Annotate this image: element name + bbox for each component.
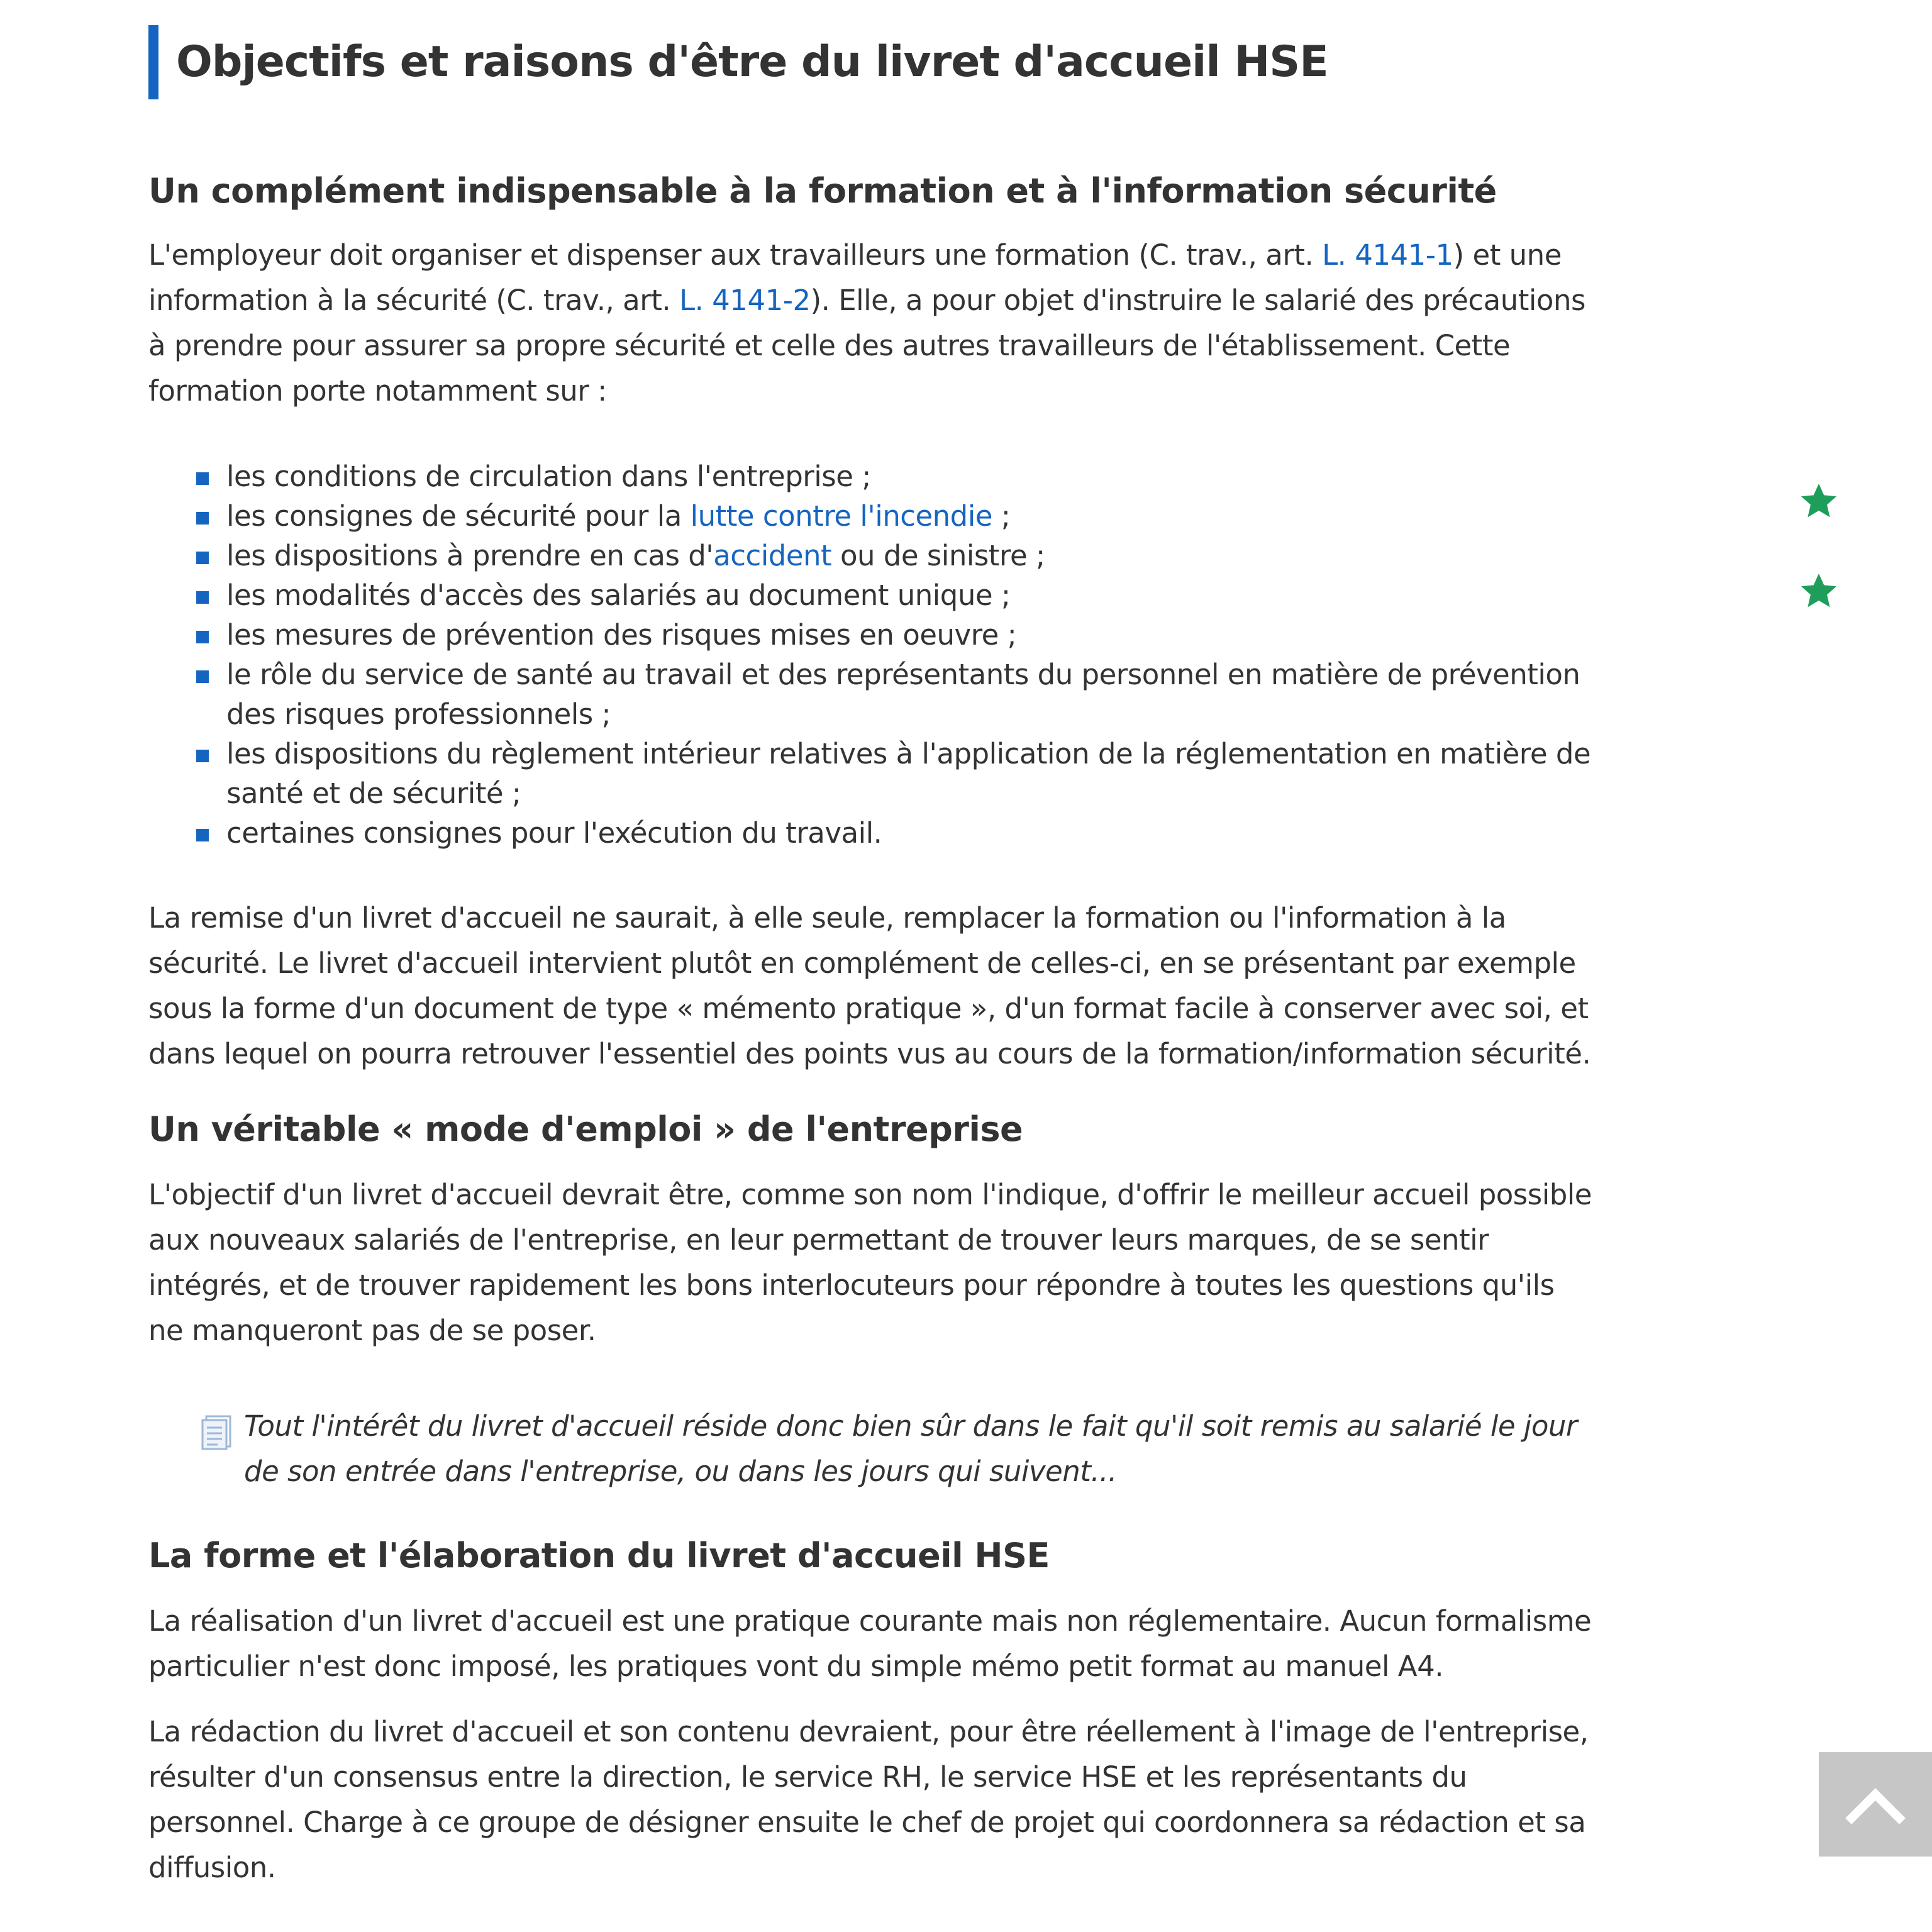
section-heading-complement: Un complément indispensable à la formation et à l'information sécurité	[148, 171, 1497, 211]
list-item: certaines consignes pour l'exécution du travail.	[226, 813, 1595, 853]
star-icon[interactable]	[1799, 571, 1839, 611]
paragraph-text: ) et une information à la sécurité (C. trav., art.	[148, 238, 1562, 317]
star-icon[interactable]	[1799, 481, 1839, 521]
list-item: le rôle du service de santé au travail et des représentants du personnel en matière de prévention des risques professionnels ;	[226, 655, 1595, 734]
formation-topics-list	[148, 457, 1595, 853]
list-item-text: les dispositions à prendre en cas d'	[226, 539, 714, 572]
document-icon	[201, 1415, 233, 1450]
paragraph-redaction: La rédaction du livret d'accueil et son contenu devraient, pour être réellement à l'image de l'entreprise, résulter d'un consensus entre la direction, le service RH, le service HSE et les représentants du personnel. Charge à ce groupe de désigner ensuite le chef de projet qui coordonnera sa rédaction et sa diffusion.	[148, 1715, 1589, 1884]
list-item: les modalités d'accès des salariés au document unique ;	[226, 575, 1595, 615]
link-l4141-2[interactable]: L. 4141-2	[679, 284, 811, 317]
back-to-top-button[interactable]	[1819, 1752, 1932, 1857]
list-item: les conditions de circulation dans l'entreprise ;	[226, 457, 1595, 496]
paragraph-objectif: L'objectif d'un livret d'accueil devrait être, comme son nom l'indique, d'offrir le meilleur accueil possible aux nouveaux salariés de l'entreprise, en leur permettant de trouver leurs marques, de se sentir intégrés, et de trouver rapidement les bons interlocuteurs pour répondre à toutes les questions qu'ils ne manqueront pas de se poser.	[148, 1178, 1592, 1347]
link-l4141-1[interactable]: L. 4141-1	[1322, 238, 1453, 272]
link-accident[interactable]: accident	[713, 539, 832, 572]
paragraph-text: ). Elle, a pour objet d'instruire le salarié des précautions à prendre pour assurer sa propre sécurité et celle des autres travailleurs de l'établissement. Cette formation porte notamment sur :	[148, 284, 1585, 408]
link-lutte-incendie[interactable]: lutte contre l'incendie	[690, 499, 992, 533]
highlight-quote	[148, 1404, 1595, 1494]
section-heading-forme: La forme et l'élaboration du livret d'accueil HSE	[148, 1536, 1050, 1575]
list-item: les dispositions du règlement intérieur relatives à l'application de la réglementation en matière de santé et de sécurité ;	[226, 734, 1595, 813]
paragraph-formation	[148, 233, 1595, 414]
list-item	[226, 536, 1595, 575]
list-item-text: ou de sinistre ;	[831, 539, 1045, 572]
section-heading-mode-emploi: Un véritable « mode d'emploi » de l'entreprise	[148, 1109, 1023, 1149]
list-item-text: les consignes de sécurité pour la	[226, 499, 691, 533]
article	[148, 25, 1595, 1890]
chevron-up-icon	[1845, 1784, 1906, 1824]
paragraph-realisation: La réalisation d'un livret d'accueil est une pratique courante mais non réglementaire. Aucun formalisme particulier n'est donc imposé, les pratiques vont du simple mémo petit format au manuel A4.	[148, 1604, 1592, 1683]
quote-text: Tout l'intérêt du livret d'accueil réside donc bien sûr dans le fait qu'il soit remis au salarié le jour de son entrée dans l'entreprise, ou dans les jours qui suivent...	[244, 1409, 1577, 1488]
list-item	[226, 496, 1595, 536]
paragraph-livret-complement: La remise d'un livret d'accueil ne saurait, à elle seule, remplacer la formation ou l'information à la sécurité. Le livret d'accueil intervient plutôt en complément de celles-ci, en se présentant par exemple sous la forme d'un document de type « mémento pratique », d'un format facile à conserver avec soi, et dans lequel on pourra retrouver l'essentiel des points vus au cours de la formation/information sécurité.	[148, 901, 1591, 1070]
page-title: Objectifs et raisons d'être du livret d'accueil HSE	[148, 25, 1595, 99]
list-item-text: ;	[992, 499, 1011, 533]
paragraph-text: L'employeur doit organiser et dispenser aux travailleurs une formation (C. trav., art.	[148, 238, 1323, 272]
list-item: les mesures de prévention des risques mises en oeuvre ;	[226, 615, 1595, 655]
